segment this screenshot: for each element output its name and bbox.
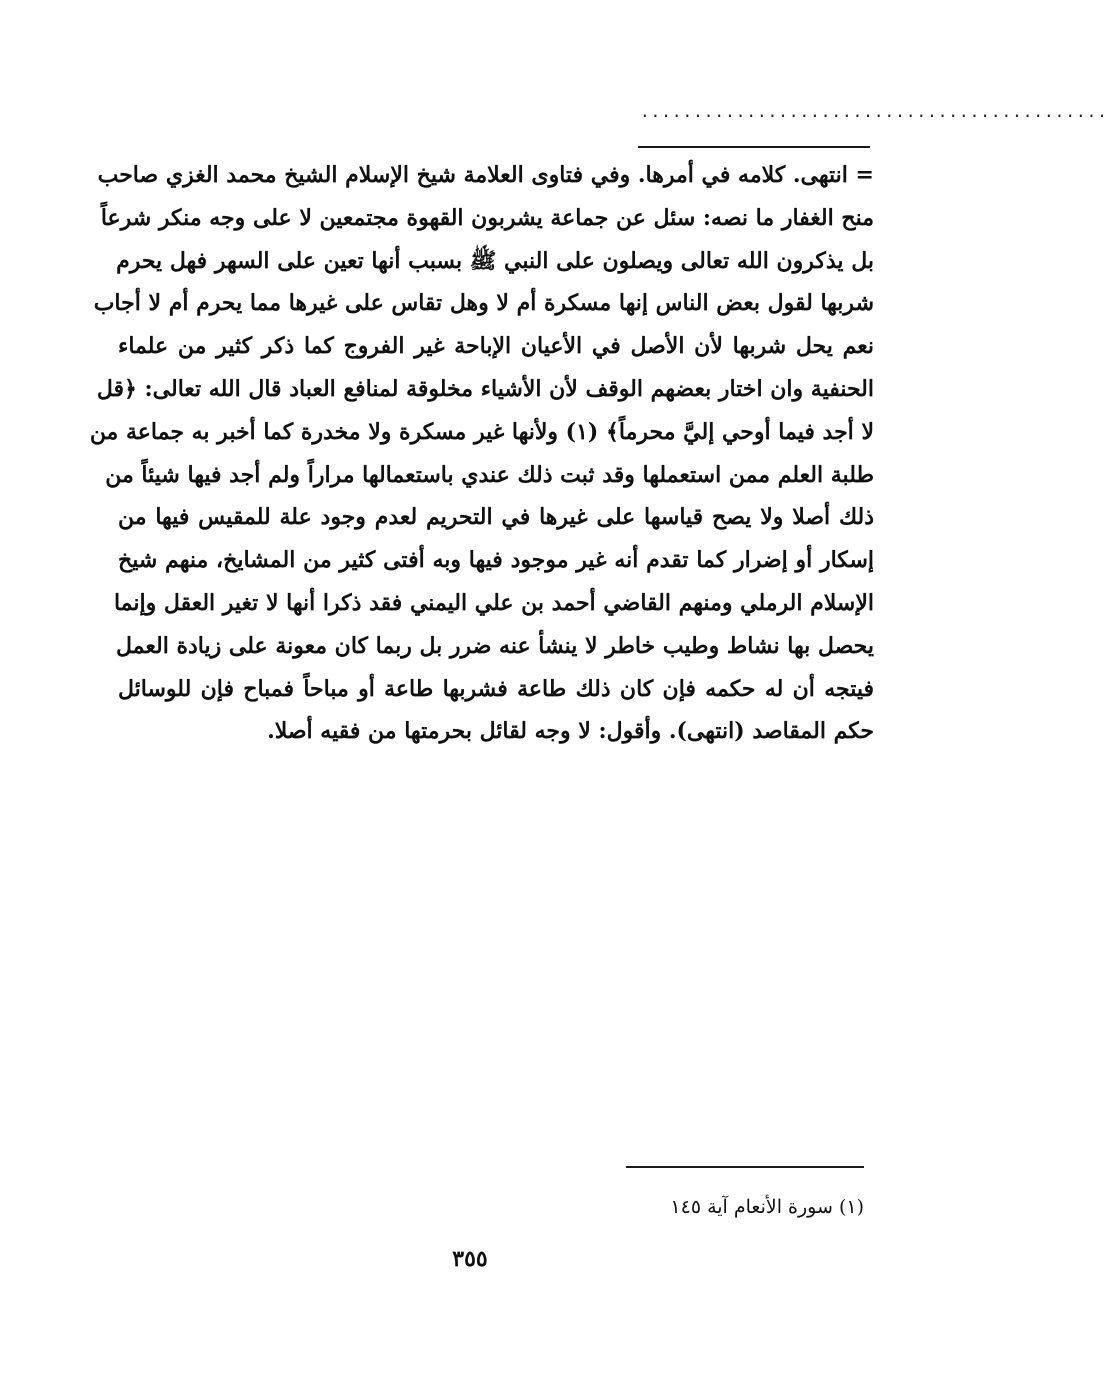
top-rule	[638, 146, 870, 148]
body-line-3: بل يذكرون الله تعالى ويصلون على النبي ﷺ بسبب أنها تعين على السهر فهل يحرم	[116, 247, 874, 274]
body-line-7: لا أجد فيما أوحي إليَّ محرماً﴾ (١) ولأنها غير مسكرة ولا مخدرة كما أخبر به جماعة من	[89, 418, 874, 445]
footnote-rule	[626, 1166, 864, 1168]
body-line-12: يحصل بها نشاط وطيب خاطر لا ينشأ عنه ضرر بل ربما كان معونة على زيادة العمل	[116, 632, 874, 659]
footnote: (١) سورة الأنعام آية ١٤٥	[670, 1196, 864, 1218]
body-line-14: حكم المقاصد (انتهى). وأقول: لا وجه لقائل بحرمتها من فقيه أصلا.	[267, 718, 874, 745]
body-line-2: منح الغفار ما نصه: سئل عن جماعة يشربون القهوة مجتمعين لا على وجه منكر شرعاً	[100, 204, 874, 231]
body-line-11: الإسلام الرملي ومنهم القاضي أحمد بن علي اليمني فقد ذكرا أنها لا تغير العقل وإنما	[113, 589, 874, 616]
body-text	[89, 154, 875, 753]
body-line-6: الحنفية وان اختار بعضهم الوقف لأن الأشياء مخلوقة لمنافع العباد قال الله تعالى: ﴿قل	[96, 375, 874, 402]
body-line-4: شربها لقول بعض الناس إنها مسكرة أم لا وهل تقاس على غيرها مما يحرم أم لا أجاب	[93, 290, 874, 317]
page-number: ٣٥٥	[452, 1246, 488, 1272]
body-line-10: إسكار أو إضرار كما تقدم أنه غير موجود فيها وبه أفتى كثير من المشايخ، منهم شيخ	[118, 547, 875, 574]
body-line-8: طلبة العلم ممن استعملها وقد ثبت ذلك عندي باستعمالها مراراً ولم أجد فيها شيئاً من	[105, 461, 874, 488]
body-line-13: فيتجه أن له حكمه فإن كان ذلك طاعة فشربها طاعة أو مباحاً فمباح فإن للوسائل	[118, 675, 874, 702]
top-dotted-leader: ............................................	[640, 102, 1108, 121]
body-line-5: نعم يحل شربها لأن الأصل في الأعيان الإباحة غير الفروج كما ذكر كثير من علماء	[118, 333, 874, 360]
body-line-9: ذلك أصلا ولا يصح قياسها على غيرها في التحريم لعدم وجود علة للمقيس فيها من	[118, 504, 874, 531]
body-line-1: = انتهى. كلامه في أمرها. وفي فتاوى العلامة شيخ الإسلام الشيخ محمد الغزي صاحب	[97, 162, 874, 188]
